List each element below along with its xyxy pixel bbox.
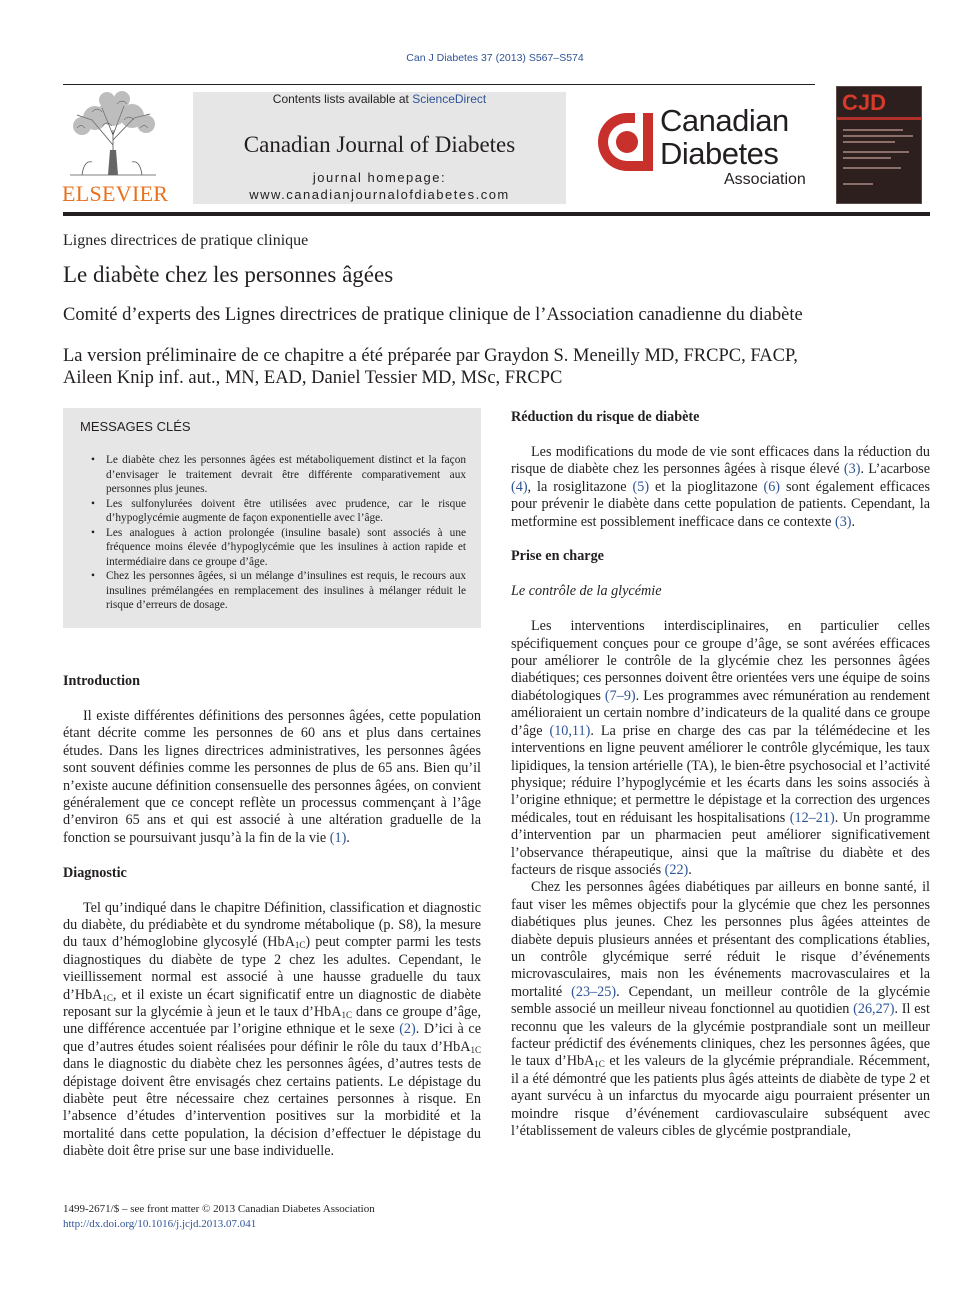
key-message-item: • Les analogues à action prolongée (insuline basale) sont associés à une fréquence moins élevée d’hypoglycémie que les insulines à action rapide et intermédiaire dans ce groupe d’âge. [88, 526, 466, 570]
header-rule [63, 212, 930, 216]
diagnostic-paragraph: Tel qu’indiqué dans le chapitre Définition, classification et diagnostic du diabète, du prédiabète et du syndrome métabolique (p. S8), la mesure du taux d’hémoglobine glycosylé (HbA$_{1C}$) peut compter parmi les tests diagnostiques du diabète de type 2 chez les adultes. Cependant, le vieillissement normal est associé à une hausse graduelle du taux d’HbA$_{1C}$, et il existe un écart significatif entre un diagnostic de diabète reposant sur la glycémie à jeun et le taux d’HbA$_{1C}$ dans ce groupe d’âge, une différence accentuée par l’origine ethnique et le sexe (2). D’ici à ce que d’autres études soient réalisées pour définir le rôle du taux d’HbA$_{1C}$ dans le diagnostic du diabète chez les personnes âgées, d’autres tests de dépistage doivent être envisagés chez certains patients. Le dépistage du diabète peut être nécessaire chez certaines personnes à risque. En l’absence d’études d’intervention positives sur la morbidité et la mortalité dans cette population, la décision d’effectuer le dépistage du diabète doit être prise sur une base individuelle. [63, 899, 482, 1160]
ref-link[interactable]: (10,11) [549, 722, 591, 739]
cda-line2: Diabetes [660, 136, 779, 171]
ref-link[interactable]: (22) [664, 861, 689, 878]
issn-line: 1499-2671/$ – see front matter © 2013 Canadian Diabetes Association [63, 1203, 375, 1215]
intro-heading: Introduction [63, 673, 140, 689]
diagnostic-heading: Diagnostic [63, 864, 127, 881]
key-messages-list [88, 453, 466, 613]
authors-block [63, 345, 923, 389]
homepage-label: journal homepage: [312, 170, 447, 185]
journal-cover-thumbnail[interactable] [836, 86, 922, 204]
cda-line3: Association [724, 171, 806, 188]
ref-link[interactable]: (4) [511, 478, 528, 495]
key-message-item: • Le diabète chez les personnes âgées est métaboliquement distinct et la façon d’envisager le traitement devrait être différente comparativement aux personnes plus jeunes. [88, 453, 466, 497]
elsevier-wordmark: ELSEVIER [62, 181, 169, 206]
left-column [63, 673, 481, 1161]
ref-link[interactable]: (3) [834, 513, 852, 530]
ref-link[interactable]: (5) [632, 478, 650, 495]
ref-link[interactable]: (6) [763, 478, 781, 495]
cover-label: CJD [842, 90, 887, 115]
section-label: Lignes directrices de pratique clinique [63, 232, 309, 249]
footer [63, 1202, 375, 1232]
article-title: Le diabète chez les personnes âgées [63, 262, 394, 287]
risk-heading: Réduction du risque de diabète [511, 409, 700, 425]
journal-info-box [193, 92, 566, 204]
ref-link[interactable]: (7–9) [604, 687, 636, 704]
care-paragraph-1: Les interventions interdisciplinaires, en particulier celles spécifiquement conçues pour ce groupe d’âge, se sont avérées efficaces pour améliorer le contrôle de la glycémie chez les personnes âgées diabétiques; ces personnes doivent être orientées vers une équipe de soins diabétologiques (7–9). Les programmes avec rémunération au rendement amélioraient un certain nombre d’indicateurs de la qualité dans ce groupe d’âge (10,11). La prise en charge des cas par la télémédecine et les interventions en ligne peuvent améliorer le contrôle glycémique, les taux lipidiques, la tension artérielle (TA), le bien-être psychosocial et l’activité physique; réduire l’hypoglycémie et les écarts dans les soins associés à l’origine ethnique; et permettre le dépistage et la correction des urgences médicales, tout en réduisant les hospitalisations (12–21). Un programme d’intervention par un pharmacien peut améliorer significativement l’observance thérapeutique, ainsi que la maîtrise du diabète et des facteurs de risque associés (22). [511, 618, 930, 878]
key-messages-box [63, 408, 481, 628]
doi-link[interactable]: http://dx.doi.org/10.1016/j.jcjd.2013.07.041 [63, 1218, 257, 1230]
ref-link[interactable]: (2) [399, 1021, 416, 1038]
sciencedirect-link[interactable]: ScienceDirect [412, 92, 487, 106]
contents-prefix: Contents lists available at [272, 92, 413, 106]
ref-link[interactable]: (3) [843, 461, 861, 478]
care-heading: Prise en charge [511, 548, 604, 565]
journal-citation[interactable]: Can J Diabetes 37 (2013) S567–S574 [406, 52, 584, 64]
contents-line [193, 92, 566, 106]
care-paragraph-2: Chez les personnes âgées diabétiques par ailleurs en bonne santé, il faut viser les mêmes objectifs pour la glycémie que chez les personnes diabétiques plus jeunes. Chez les personnes plus âgées atteintes de diabète depuis plusieurs années et présentant des complications établies, un contrôle glycémique serré réduit le risque d’événements microvasculaires, mais non les événements macrovasculaires et la mortalité (23–25). Cependant, un meilleur contrôle de la glycémie semble associé un meilleur niveau fonctionnel au quotidien (26,27). Il est reconnu que les valeurs de la glycémie postprandiale sont un meilleur facteur prédictif des événements cliniques, chez les personnes âgées, que le taux d’HbA$_{1C}$ et les valeurs de la glycémie préprandiale. Récemment, il a été démontré que les patients plus âgés atteints de diabète de type 2 et ayant survécu à un infarctus du myocarde aigu pourraient présenter un moindre risque d’événement cardiovasculaire subséquent avec l’établissement de valeurs cibles de glycémie postprandiale, [511, 879, 930, 1140]
ref-link[interactable]: (26,27) [853, 1001, 895, 1018]
ref-link[interactable]: (23–25) [571, 983, 617, 1000]
glycemia-subheading: Le contrôle de la glycémie [511, 583, 662, 600]
intro-paragraph: Il existe différentes définitions des personnes âgées, cette population étant décrite comme les personnes de 60 ans et plus dans certaines études. Dans les lignes directrices administratives, les personnes âgées sont souvent définies comme les personnes de plus de 65 ans. Bien qu’il n’existe aucune définition consensuelle des personnes âgées, on convient généralement que ce concept reflète un processus commençant à l’âge d’environ 65 ans et qui est associé à une altération graduelle de la fonction se poursuivant jusqu’à la fin de la vie (1). [63, 707, 481, 846]
cda-line1: Canadian [660, 103, 789, 138]
authors-line1: La version préliminaire de ce chapitre a été préparée par Graydon S. Meneilly MD, FRCPC, FACP, [63, 346, 798, 366]
ref-link[interactable]: (1) [329, 829, 347, 846]
elsevier-logo[interactable] [62, 90, 169, 206]
top-rule [63, 84, 815, 85]
authors-line2: Aileen Knip inf. aut., MN, EAD, Daniel Tessier MD, MSc, FRCPC [63, 368, 563, 388]
right-column [511, 409, 930, 1140]
key-messages-title: MESSAGES CLÉS [80, 419, 191, 434]
cover-bar [837, 117, 922, 120]
risk-paragraph: Les modifications du mode de vie sont efficaces dans la réduction du risque de diabète chez les personnes âgées à risque élevé (3). L’acarbose (4), la rosiglitazone (5) et la pioglitazone (6) sont également efficaces pour prévenir le diabète dans cette population de patients. Cependant, la metformine est possiblement inefficace dans ce contexte (3). [511, 443, 930, 530]
committee-line: Comité d’experts des Lignes directrices de pratique clinique de l’Association canadienne du diabète [63, 305, 803, 325]
key-message-item: • Les sulfonylurées doivent être utilisées avec prudence, car le risque d’hypoglycémie augmente de façon exponentielle avec l’âge. [88, 497, 466, 526]
homepage-url[interactable]: www.canadianjournalofdiabetes.com [249, 187, 510, 202]
ref-link[interactable]: (12–21) [789, 809, 835, 826]
cda-d-icon [595, 107, 657, 177]
journal-title: Canadian Journal of Diabetes [243, 132, 516, 157]
key-message-item: • Chez les personnes âgées, si un mélange d’insulines est requis, le recours aux insulines prémélangées en remplacement des insulines à mélanger réduit le risque d’erreurs de dosage. [88, 569, 466, 613]
